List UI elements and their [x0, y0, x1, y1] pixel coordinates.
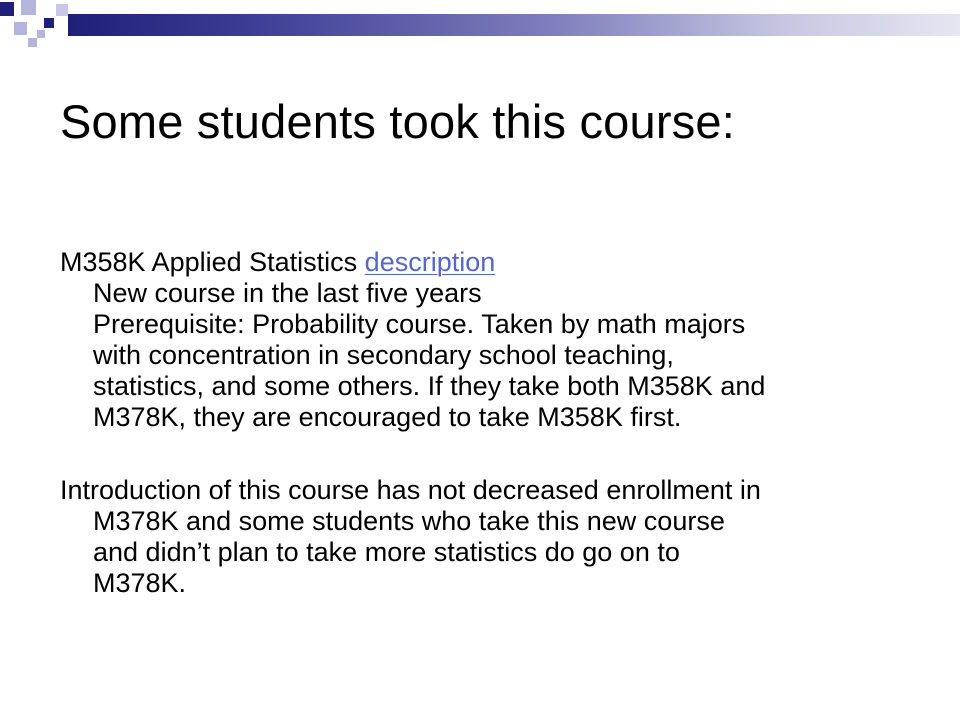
slide-title: Some students took this course:: [60, 95, 735, 148]
decorative-square: [0, 2, 14, 16]
decorative-square: [14, 22, 27, 35]
description-link[interactable]: description: [364, 247, 496, 277]
decorative-square: [21, 0, 36, 15]
course-paragraph: [60, 247, 920, 433]
enrollment-paragraph: Introduction of this course has not decreased enrollment in M378K and some students who take this new course and didn’t plan to take more statistics do go on to M378K.: [60, 475, 761, 598]
decorative-square: [56, 4, 68, 16]
decorative-square: [37, 30, 45, 38]
decorative-square: [28, 38, 37, 47]
decorative-square: [44, 18, 54, 28]
course-name: M358K Applied Statistics: [60, 247, 365, 277]
slide-body: [60, 247, 920, 599]
course-details: New course in the last five years Prerequisite: Probability course. Taken by math majors with concentration in secondary school teaching, statistics, and some others. If they take both M358K and M378K, they are encouraged to take M358K first.: [93, 278, 766, 432]
header-gradient-bar: [68, 14, 960, 36]
